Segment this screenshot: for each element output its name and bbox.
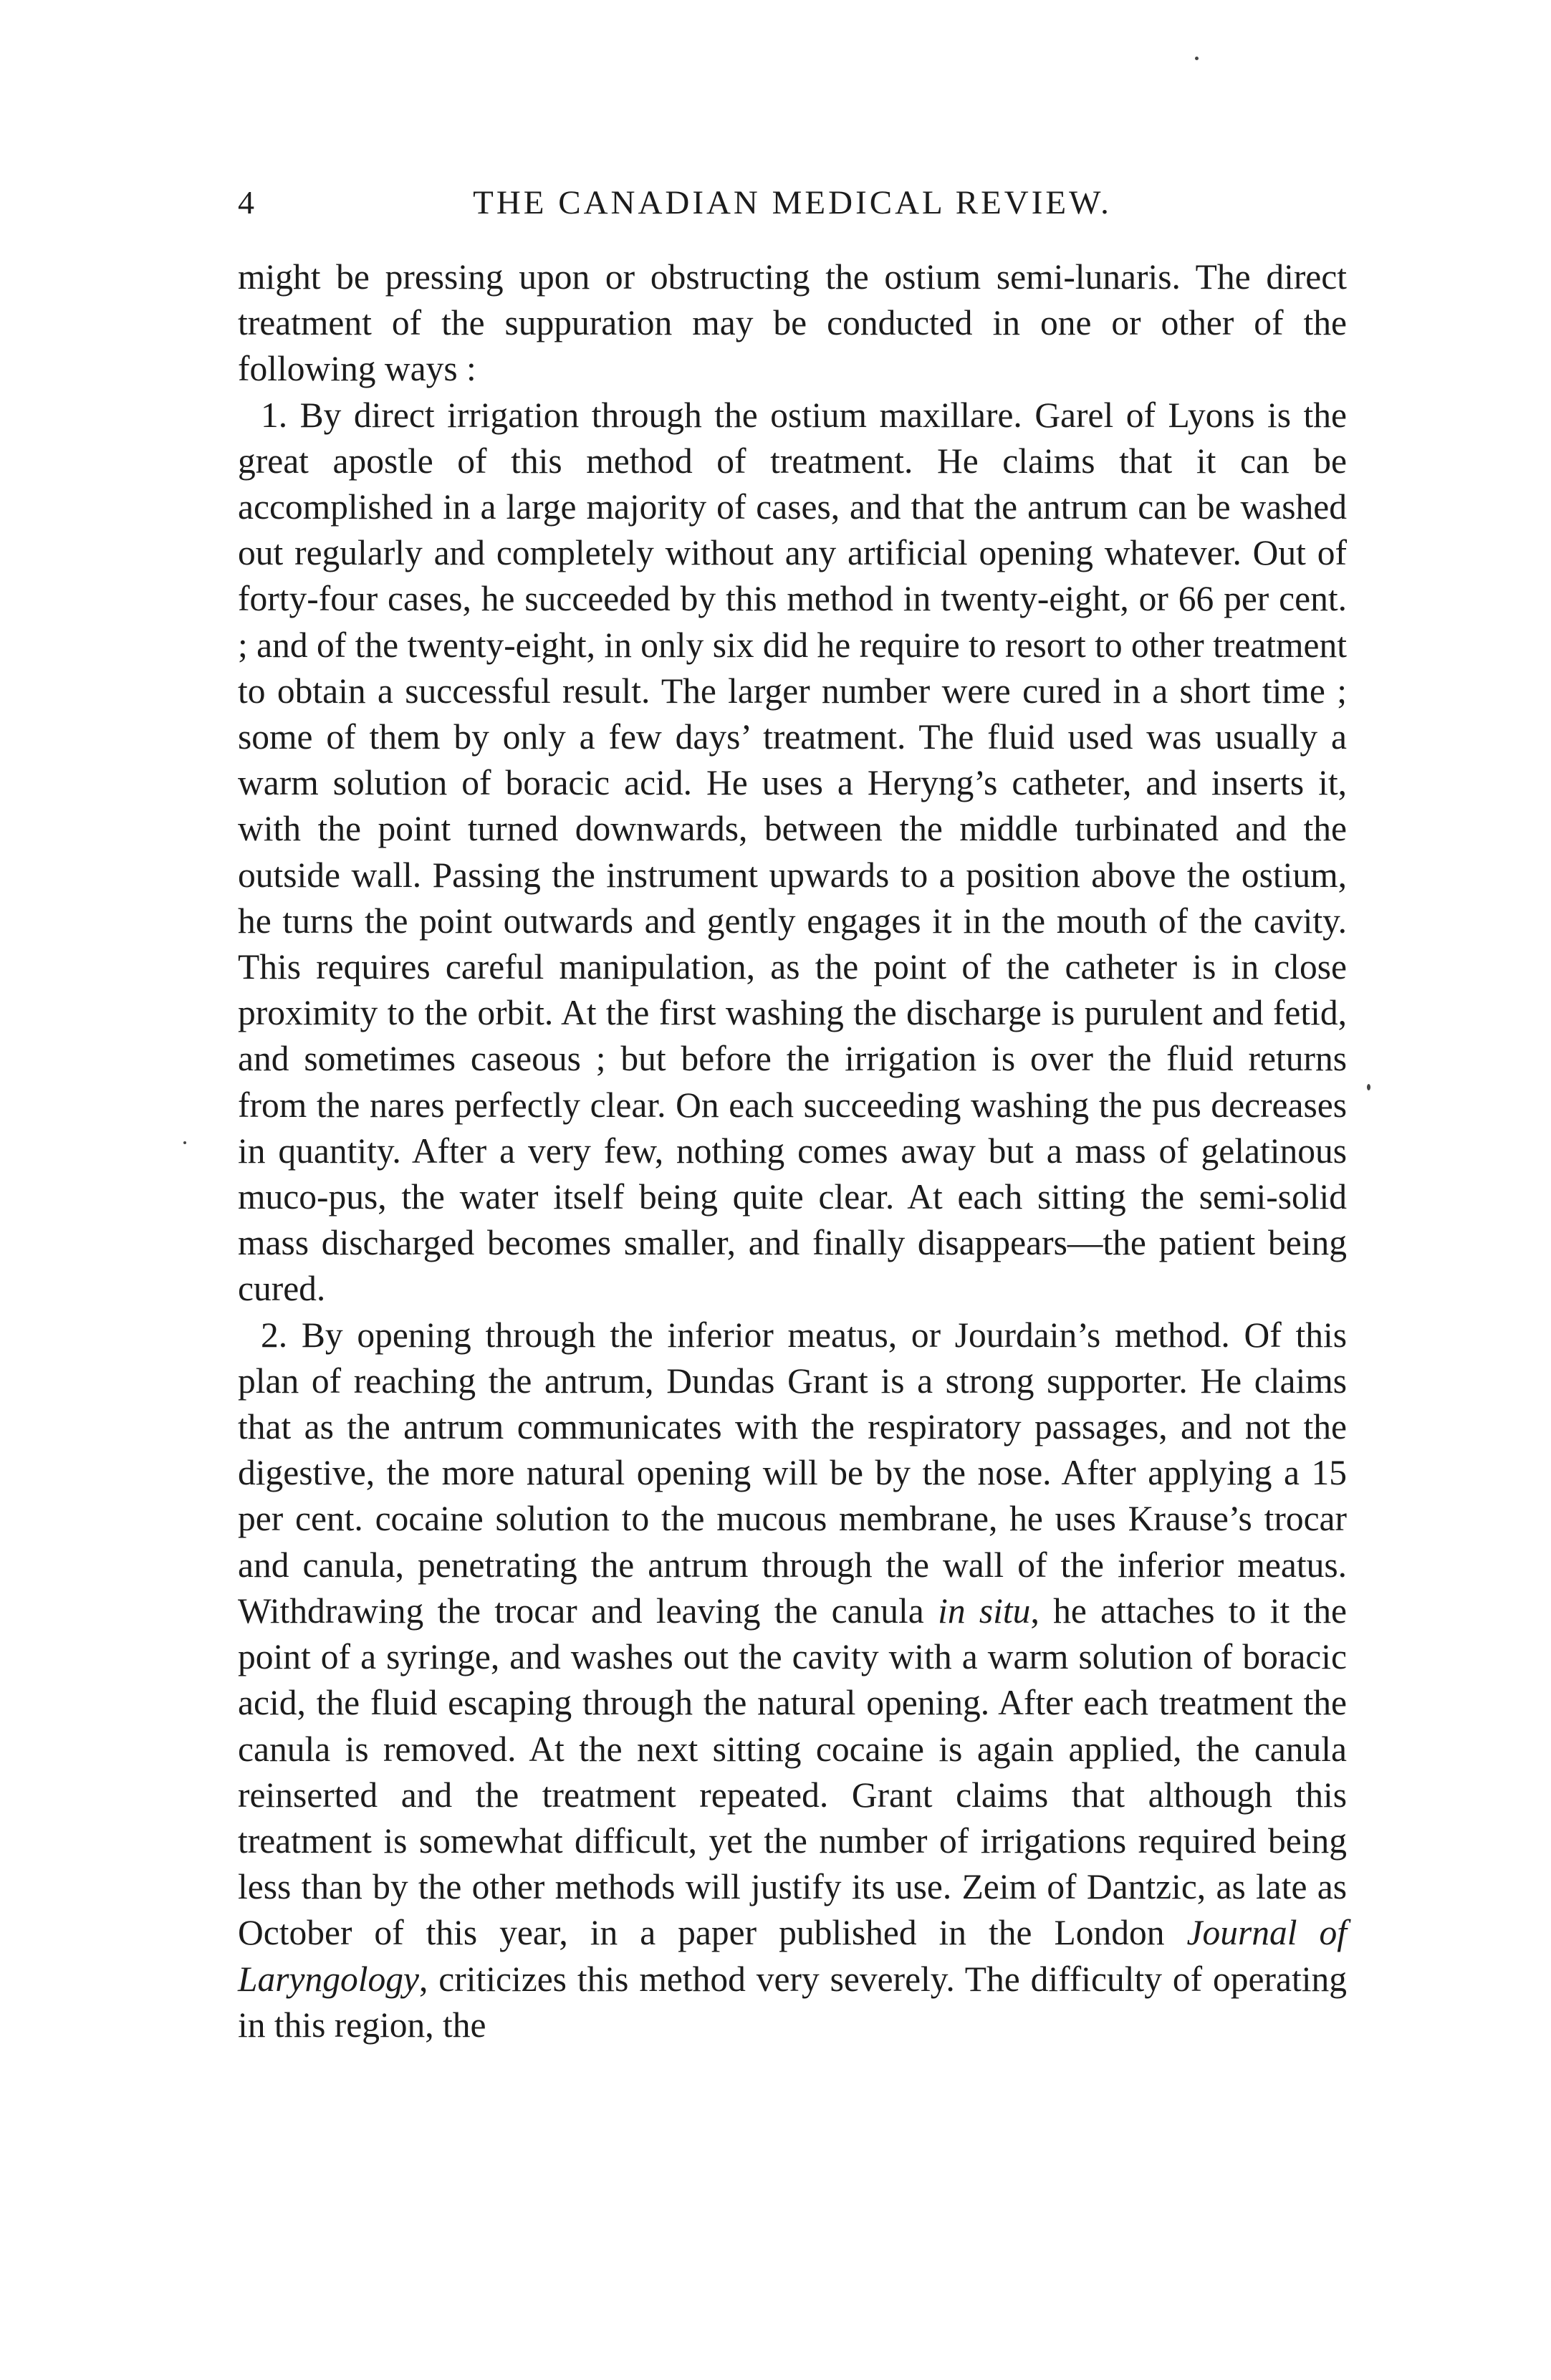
body-paragraph: [238, 254, 1347, 393]
article-body: [238, 254, 1347, 2048]
paragraph-text: , he attaches to it the point of a syringe, and washes out the cavity with a warm solution of boracic acid, the fluid escaping through the natural opening. After each treatment the canula is removed. At the next sitting cocaine is again applied, the canula reinserted and the treatment repeated. Grant claims that although this treatment is somewhat difficult, yet the number of irrigations required being less than by the other methods will justify its use. Zeim of Dantzic, as late as October of this year, in a paper published in the London: [238, 1590, 1347, 1953]
running-title: THE CANADIAN MEDICAL REVIEW.: [473, 184, 1112, 221]
paragraph-text: 1. By direct irrigation through the ostium maxillare. Garel of Lyons is the great apostle of this method of treatment. He claims that it can be accomplished in a large majority of cases, and that the antrum can be washed out regularly and completely without any artificial opening whatever. Out of forty-four cases, he succeeded by this method in twenty-eight, or 66 per cent. ; and of the twenty-eight, in only six did he require to resort to other treatment to obtain a successful result. The larger number were cured in a short time ; some of them by only a few days’ treatment. The fluid used was usually a warm solution of boracic acid. He uses a Heryng’s catheter, and inserts it, with the point turned downwards, between the middle turbinated and the outside wall. Passing the instrument upwards to a position above the ostium, he turns the point outwards and gently engages it in the mouth of the cavity. This requires careful manipulation, as the point of the catheter is in close proximity to the orbit. At the first washing the discharge is purulent and fetid, and sometimes caseous ; but before the irrigation is over the fluid returns from the nares perfectly clear. On each succeeding washing the pus decreases in quantity. After a very few, nothing comes away but a mass of gelatinous muco-pus, the water itself being quite clear. At each sitting the semi-solid mass discharged becomes smaller, and finally disappears—the patient being cured.: [238, 395, 1347, 1309]
scan-speck: [1367, 1084, 1370, 1090]
running-header: [238, 178, 1347, 228]
body-paragraph: [238, 1313, 1347, 2048]
italic-text: in situ: [938, 1590, 1031, 1631]
body-paragraph: [238, 393, 1347, 1313]
paragraph-text: , criticizes this method very severely. The difficulty of operating in this region, the: [238, 1959, 1347, 2045]
scan-speck: [1195, 57, 1199, 60]
paragraph-text: 2. By opening through the inferior meatus, or Jourdain’s method. Of this plan of reaching the antrum, Dundas Grant is a strong supporter. He claims that as the antrum communicates with the respiratory passages, and not the digestive, the more natural opening will be by the nose. After applying a 15 per cent. cocaine solution to the mucous membrane, he uses Krause’s trocar and canula, penetrating the antrum through the wall of the inferior meatus. Withdrawing the trocar and leaving the canula: [238, 1315, 1347, 1631]
paragraph-text: might be pressing upon or obstructing the ostium semi-lunaris. The direct treatment of the suppuration may be conducted in one or other of the following ways :: [238, 257, 1347, 389]
italic-text: Journal of Laryngology: [238, 1913, 1347, 1999]
page-number: 4: [238, 184, 254, 221]
scan-speck: [183, 1141, 186, 1144]
